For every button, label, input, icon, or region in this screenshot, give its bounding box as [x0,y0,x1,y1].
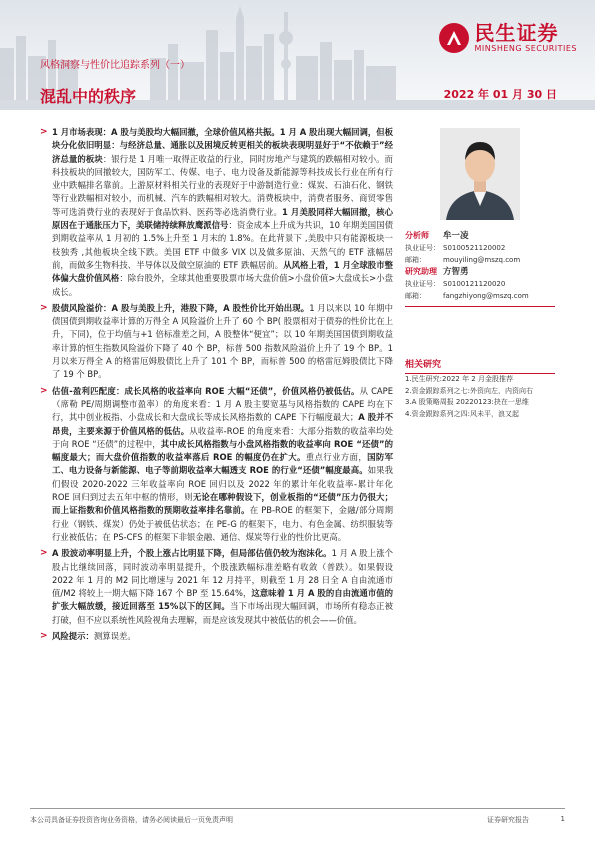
summary-paragraph [40,630,393,643]
logo-text-en: MINSHENG SECURITIES [474,44,577,53]
assistant-email-link[interactable]: fangzhiyong@mszq.com [443,292,529,300]
analyst-label: 分析师 [405,231,429,240]
report-series: 风格洞察与性价比追踪系列（一） [40,60,190,71]
analyst-email-link[interactable]: mouyiling@mszq.com [443,256,521,264]
analyst-sidebar [405,126,555,420]
bold-text-run: 估值-盈利匹配度：成长风格的收益率向 ROE 大幅“还债”，价值风格仍被低估。 [52,385,360,396]
analyst-info [405,230,555,307]
bold-text-run: 1 月市场表现：A 股与美股均大幅回撤，全球价值风格共振。1 月 A 股出现大幅回调，但板块分化依旧明显：与经济总量、通胀以及困境反转更相关的板块表现明显好于“不依赖于”经济总量的板块 [52,127,393,164]
summary-paragraph [40,547,393,627]
footer-report-type: 证券研究报告 [487,816,529,824]
text-run: 从 CAPE（席勒 PE/周期调整市盈率）的角度来看：1 月 A 股主要宽基与风格指数的 CAPE 均在下行，其中创业板指、小盘成长和大盘成长等成长风格指数的 CAPE 下行幅度最大； [52,385,393,423]
company-logo [439,22,578,54]
text-run: ：资金成本上升成为共识，10 年期美国国债到期收益率从 1 月初的 1.5%上升至 1 月末的 1.8%。在此背景下 ,美股中只有能源板块一枝独秀 ,其他板块全线下跌。美国 ETF 中做多 VIX 以及做多原油、天然气的 ETF 涨幅居前，而做多生物科技、半导体以及做空原油的 ETF 跌幅居前。 [52,220,393,270]
text-run: 1 月以来以 10 年期中债国债到期收益率计算的万得全 A 风险溢价上升了 60 个 BP( 股票相对于债券的性价比在上升，下同)，位于均值与+1 倍标准差之间，A 股整体“便宜”；以 10 年期美国国债到期收益率计算的恒生指数风险溢价下降了 40 个 BP，标普 500 指数风险溢价上升了 19 个 BP。1 月以来万得全 A 的格雷厄姆股债比上升了 101 个 BP，而标普 500 的格雷厄姆股债比下降了 19 个 BP。 [52,302,393,380]
bullet-arrow-icon: > [40,385,48,396]
cert-label: 执业证号： [405,244,440,252]
text-run: 在 PB-ROE 的框架下，金融/部分周期行业（钢铁、煤炭）仍处于被低估状态；在 PE-G 的框架下，电力、有色金属、纺织服装等行业被低估；在 PS-CFS 的框架下非银金融、通信、煤炭等行业的性价比更高。 [52,505,394,542]
cert-label-2: 执业证号： [405,280,440,288]
bold-text-run: 1 月美股同样大幅回撤，核心原因在于通胀压力下，美联储持续释放鹰派信号 [52,206,394,231]
bullet-arrow-icon: > [40,548,48,559]
bold-text-run: A 股并不昂贵，主要来源于价值风格的低估。 [52,412,393,436]
bullet-arrow-icon: > [40,630,48,641]
analyst-photo [440,128,520,220]
text-run: ：除台股外，全球其他重要股票市场大盘价值>小盘价值>大盘成长>小盘成长。 [52,273,393,297]
related-research-list [405,374,555,420]
related-research-link[interactable]: 4.资金跟踪系列之四:风未平，浪又起 [405,409,520,418]
bold-text-run: 股债风险溢价：A 股与美股上升，港股下降，A 股性价比开始出现。 [52,302,310,313]
text-run: 当下市场出现大幅回调，市场所有稳态正被打破，但不应以系统性风险视角去理解，而是应该发现其中被低估的机会——价值。 [52,601,394,625]
bold-text-run: 无论在哪种假设下，创业板指的“还债”压力仍很大；而上证指数和价值风格指数的预期收益率排名靠前。 [52,492,393,516]
cert-number: S0100521120002 [443,244,506,252]
related-research-link[interactable]: 2.资金跟踪系列之七:外资向左，内资向右 [405,386,534,395]
assistant-name: 方智勇 [443,267,469,277]
summary-paragraph [40,126,393,299]
report-header [0,0,595,110]
text-run: 测算误差。 [93,630,136,641]
bullet-arrow-icon: > [40,127,48,137]
bold-text-run: A 股波动率明显上升，个股上涨占比明显下降，但局部估值仍较为泡沫化。 [52,548,332,559]
bold-text-run: 风险提示： [52,630,94,641]
related-research-link[interactable]: 1.民生研究:2022 年 2 月金股推荐 [405,375,513,383]
logo-text-cn: 民生证券 [474,21,559,45]
bold-text-run: 其中成长风格指数与小盘风格指数的收益率向 ROE “还债”的幅度最大；而大盘价值指数的收益率落后 ROE 的幅度仍在扩大。 [52,438,393,463]
bold-text-run: 这意味着 1 月 A 股的自由流通市值的扩张大幅放缓，接近回落至 15%以下的区间。 [52,588,393,612]
page-footer [30,808,565,825]
text-run: 重点行业方面， [305,452,368,463]
summary-paragraph [40,385,393,545]
text-run: 从收益率-ROE 的角度来看：大部分指数的收益率均处于向 ROE “还债”的过程中， [52,425,393,449]
assistant-label: 研究助理 [405,267,437,276]
cert-number-2: S0100121120020 [443,280,506,288]
email-label: 邮箱： [405,256,426,264]
text-run: 如果我们假设 2020-2022 三年收益率向 ROE 回归以及 2022 年的累计年化收益率-累计年化 ROE 回归到过去五年中枢的情形，则 [52,465,394,503]
bullet-arrow-icon: > [40,302,48,313]
divider [405,306,555,307]
bold-text-run: 从风格上看，1 月全球股市整体偏大盘价值风格 [52,259,393,284]
report-title: 混乱中的秩序 [40,87,137,106]
related-research-title: 相关研究 [405,357,555,374]
logo-mark-icon [439,23,469,53]
summary-paragraph [40,302,393,382]
footer-disclaimer: 本公司具备证券投资咨询业务资格，请务必阅读最后一页免责声明 [30,816,233,824]
page-number: 1 [560,815,565,823]
summary-body [40,126,393,646]
text-run: ：银行是 1 月唯一取得正收益的行业，同时房地产与建筑的跌幅相对较小。而科技板块的回撤较大，国防军工、传媒、电子、电力设备及新能源等科技成长行业在所有行业中跌幅排名靠前。上游原材料相关行业的表现好于中游制造行业：煤炭、石油石化、钢铁等行业跌幅相对较小，而机械、汽车的跌幅相对较大。消费板块中，消费者服务、商贸零售等可选消费行业的表现好于食品饮料、医药等必选消费行业。 [52,153,393,217]
related-research-link[interactable]: 3.A 股策略周报 20220123:抉在一思维 [405,398,529,406]
bold-text-run: 国防军工、电力设备与新能源、电子等前期收益率大幅透支 ROE 的行业“还债”幅度最高。 [52,452,394,476]
text-run: 1 月 A 股上涨个股占比继续回落，同时波动率明显提升，个股涨跌幅标准差略有收敛（普跌）。如果假设 2022 年 1 月的 M2 同比增速与 2021 年 12 月持平，则截至 1 月 28 日全 A 自由流通市值/M2 将较上一期大幅下降 167 个 BP 至 15.64%， [52,548,393,599]
email-label-2: 邮箱： [405,292,426,300]
report-date: 2022 年 01 月 30 日 [443,88,557,101]
analyst-name: 牟一凌 [443,231,469,241]
